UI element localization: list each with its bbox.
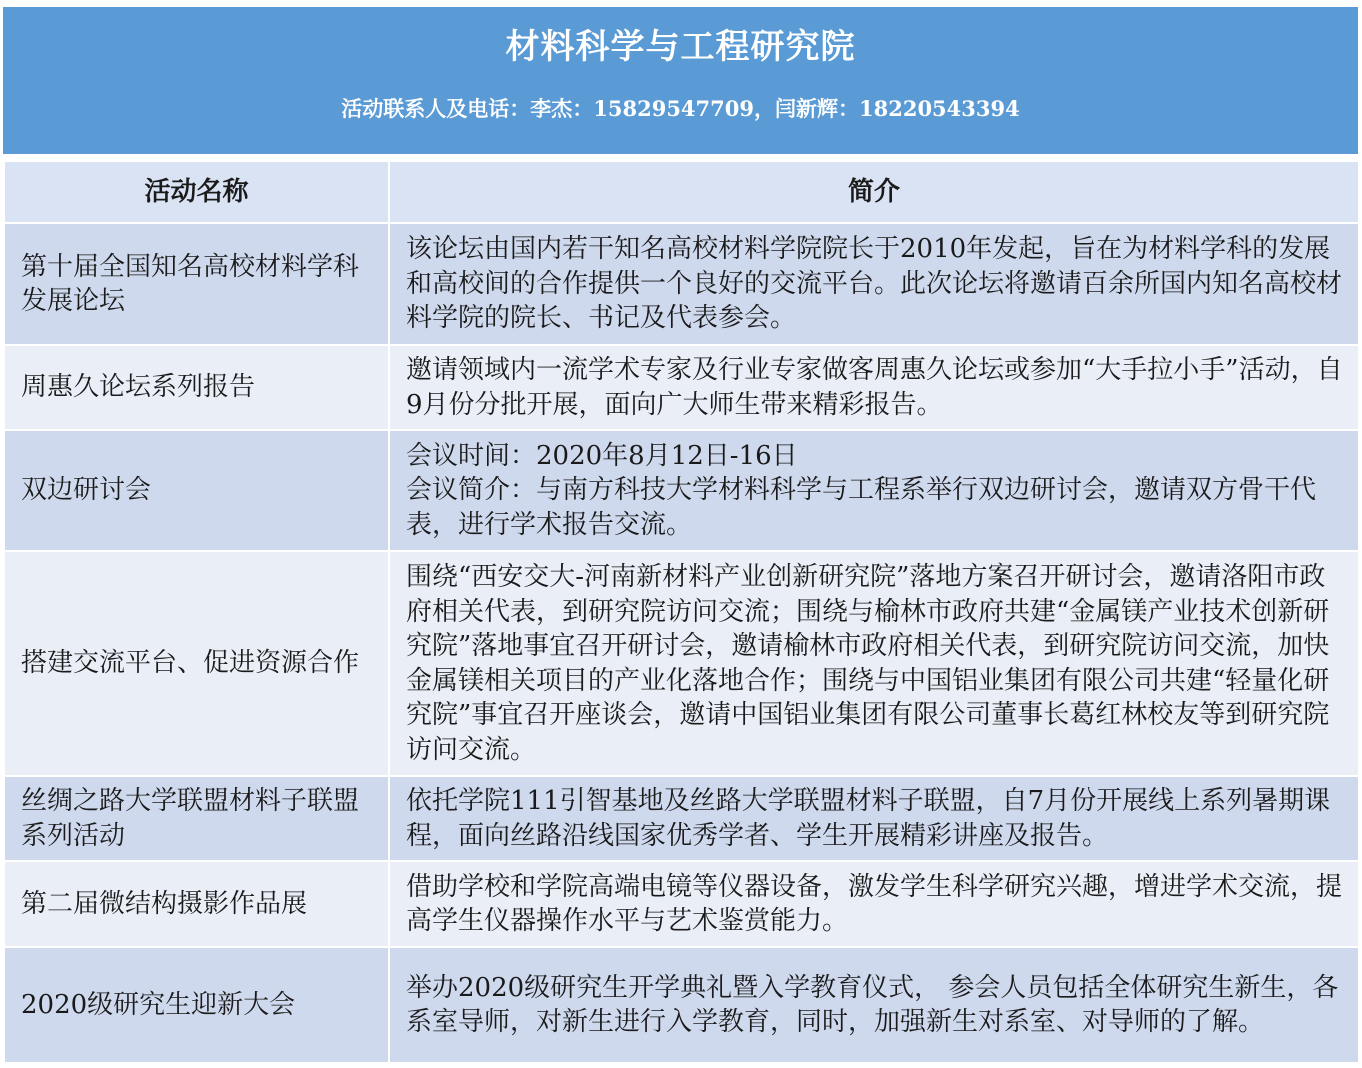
- page-title: 材料科学与工程研究院: [505, 27, 856, 67]
- activity-intro: 依托学院111引智基地及丝路大学联盟材料子联盟，自7月份开展线上系列暑期课程，面向丝路沿线国家优秀学者、学生开展精彩讲座及报告。: [389, 776, 1359, 861]
- table-row: [4, 776, 1359, 861]
- activity-sheet: [3, 7, 1358, 1057]
- activity-intro: 举办2020级研究生开学典礼暨入学教育仪式， 参会人员包括全体研究生新生，各系室导师，对新生进行入学教育，同时，加强新生对系室、对导师的了解。: [389, 947, 1359, 1063]
- activity-name: 双边研讨会: [4, 430, 389, 551]
- title-banner: [3, 7, 1358, 154]
- column-header-name: 活动名称: [4, 161, 389, 223]
- table-row: [4, 345, 1359, 430]
- meeting-summary: 会议简介：与南方科技大学材料科学与工程系举行双边研讨会，邀请双方骨干代表，进行学术报告交流。: [406, 475, 1317, 540]
- activity-name: 第十届全国知名高校材料学科发展论坛: [4, 223, 389, 345]
- table-header-row: [4, 161, 1359, 223]
- activity-name: 搭建交流平台、促进资源合作: [4, 551, 389, 776]
- column-header-intro: 简介: [389, 161, 1359, 223]
- table-row: [4, 861, 1359, 947]
- activity-intro: 该论坛由国内若干知名高校材料学院院长于2010年发起，旨在为材料学科的发展和高校间的合作提供一个良好的交流平台。此次论坛将邀请百余所国内知名高校材料学院的院长、书记及代表参会。: [389, 223, 1359, 345]
- table-row: [4, 430, 1359, 551]
- table-row: [4, 947, 1359, 1063]
- meeting-time: 会议时间：2020年8月12日-16日: [406, 440, 798, 471]
- table-row: [4, 551, 1359, 776]
- activity-name: 2020级研究生迎新大会: [4, 947, 389, 1063]
- contact-info: 活动联系人及电话：李杰：15829547709，闫新辉：18220543394: [341, 96, 1020, 121]
- activity-name: 周惠久论坛系列报告: [4, 345, 389, 430]
- activity-name: 第二届微结构摄影作品展: [4, 861, 389, 947]
- activity-intro: 围绕“西安交大-河南新材料产业创新研究院”落地方案召开研讨会，邀请洛阳市政府相关代表，到研究院访问交流；围绕与榆林市政府共建“金属镁产业技术创新研究院”落地事宜召开研讨会，邀请榆林市政府相关代表，到研究院访问交流，加快金属镁相关项目的产业化落地合作；围绕与中国铝业集团有限公司共建“轻量化研究院”事宜召开座谈会，邀请中国铝业集团有限公司董事长葛红林校友等到研究院访问交流。: [389, 551, 1359, 776]
- table-row: [4, 223, 1359, 345]
- activity-name: 丝绸之路大学联盟材料子联盟系列活动: [4, 776, 389, 861]
- activity-intro: 邀请领域内一流学术专家及行业专家做客周惠久论坛或参加“大手拉小手”活动，自9月份分批开展，面向广大师生带来精彩报告。: [389, 345, 1359, 430]
- activity-intro: 借助学校和学院高端电镜等仪器设备，激发学生科学研究兴趣，增进学术交流，提高学生仪器操作水平与艺术鉴赏能力。: [389, 861, 1359, 947]
- activity-table: [3, 160, 1360, 1064]
- activity-intro: [389, 430, 1359, 551]
